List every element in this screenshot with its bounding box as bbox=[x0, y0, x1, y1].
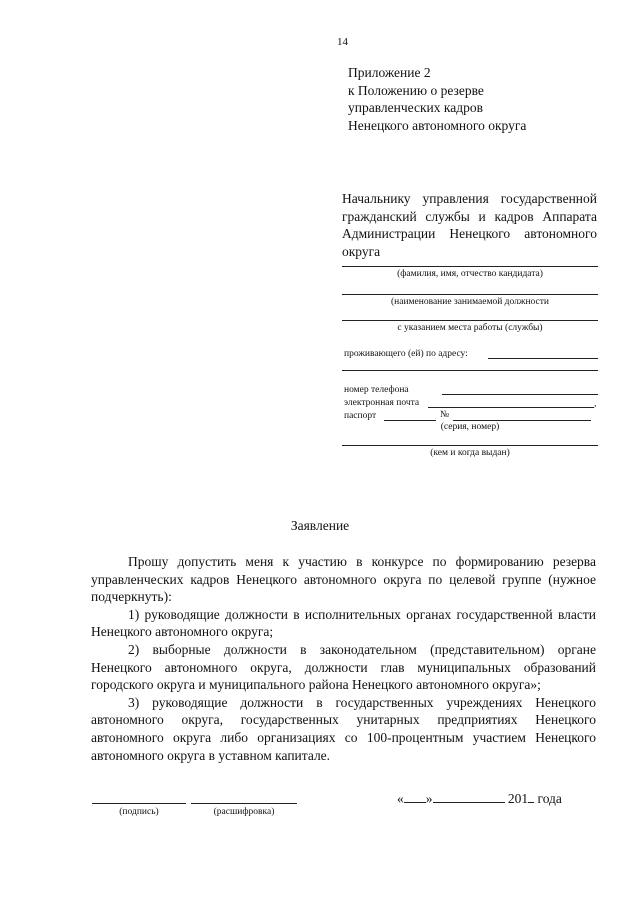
page-number: 14 bbox=[337, 36, 348, 48]
date-field bbox=[397, 791, 562, 807]
signature-caption: (подпись) bbox=[119, 807, 159, 817]
passport-number-line[interactable] bbox=[453, 420, 591, 421]
appendix-line: управленческих кадров bbox=[348, 100, 483, 115]
passport-caption: (серия, номер) bbox=[440, 422, 500, 432]
appendix-line: Ненецкого автономного округа bbox=[348, 117, 527, 133]
appendix-header bbox=[348, 64, 526, 134]
fio-caption: (фамилия, имя, отчество кандидата) bbox=[397, 269, 543, 279]
workplace-caption: с указанием места работы (службы) bbox=[397, 323, 543, 333]
passport-series-line[interactable] bbox=[384, 420, 436, 421]
passport-label: паспорт bbox=[344, 411, 377, 421]
date-day-blank[interactable] bbox=[404, 791, 426, 803]
position-line[interactable] bbox=[342, 294, 598, 295]
position-caption: (наименование занимаемой должности bbox=[391, 297, 549, 307]
issued-line[interactable] bbox=[342, 445, 598, 446]
address-label: проживающего (ей) по адресу: bbox=[344, 349, 468, 359]
addressee: Начальнику управления государственной гражданский службы и кадров Аппарата Администрации Ненецкого автономного округа bbox=[342, 191, 597, 259]
email-line[interactable] bbox=[428, 407, 594, 408]
date-open-quote: « bbox=[397, 791, 404, 806]
date-close-quote: » bbox=[425, 791, 433, 806]
appendix-line: к Положению о резерве bbox=[348, 82, 484, 98]
date-month-blank[interactable] bbox=[433, 791, 505, 803]
statement-body bbox=[91, 553, 596, 764]
statement-paragraph: 3) руководящие должности в государственных учреждениях Ненецкого автономного округа, государственных унитарных предприятиях Ненецкого автономного округа либо организациях со 100-процентным участием Ненецкого автономного округа в уставном капитале. bbox=[91, 694, 596, 763]
email-label: электронная почта bbox=[344, 398, 420, 408]
appendix-line: Приложение 2 bbox=[348, 65, 431, 80]
statement-paragraph: Прошу допустить меня к участию в конкурсе по формированию резерва управленческих кадров Ненецкого автономного округа по целевой группе (нужное подчеркнуть): bbox=[91, 554, 596, 605]
decode-line[interactable] bbox=[191, 803, 297, 804]
address-line-1[interactable] bbox=[488, 358, 598, 359]
signature-line[interactable] bbox=[92, 803, 186, 804]
phone-line[interactable] bbox=[442, 394, 598, 395]
phone-label: номер телефона bbox=[344, 385, 409, 395]
number-sign: № bbox=[440, 410, 450, 420]
email-comma: , bbox=[594, 399, 597, 409]
statement-paragraph: 2) выборные должности в законодательном (представительном) органе Ненецкого автономного округа, должности глав муниципальных образований городского округа и муниципального района Ненецкого автономного округа»; bbox=[91, 641, 596, 693]
date-year-suffix: года bbox=[537, 791, 562, 806]
workplace-line[interactable] bbox=[342, 320, 598, 321]
issued-caption: (кем и когда выдан) bbox=[430, 448, 510, 458]
decode-caption: (расшифровка) bbox=[213, 807, 275, 817]
date-year-prefix: 201 bbox=[507, 791, 529, 806]
statement-paragraph: 1) руководящие должности в исполнительных органах государственной власти Ненецкого автономного округа; bbox=[91, 606, 596, 640]
date-year-blank[interactable] bbox=[528, 791, 534, 803]
address-line-2[interactable] bbox=[342, 370, 598, 371]
fio-line[interactable] bbox=[342, 266, 598, 267]
document-title: Заявление bbox=[290, 518, 350, 533]
